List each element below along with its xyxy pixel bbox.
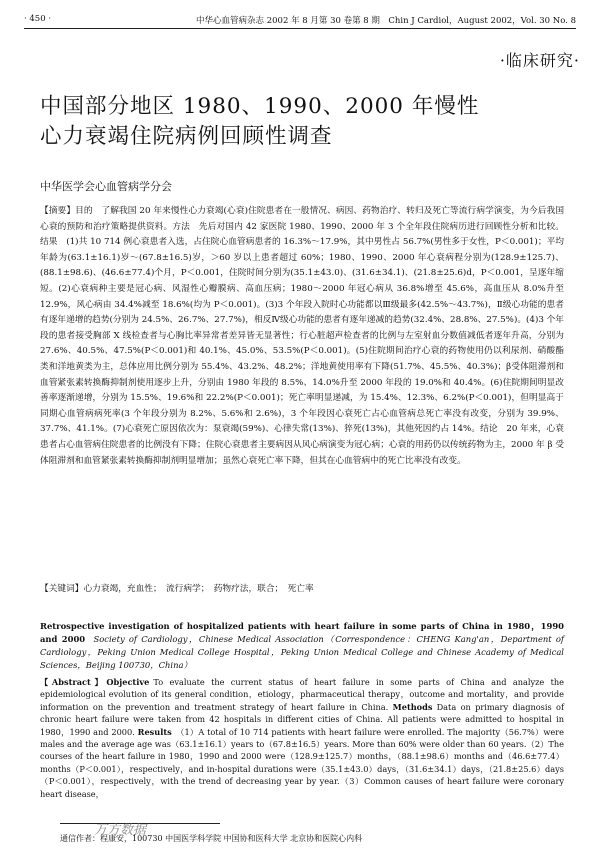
abstract-cn-label: 【摘要】 [40, 206, 76, 216]
section-label: ·临床研究· [499, 51, 580, 70]
running-header [24, 14, 576, 28]
header-rule [24, 28, 576, 29]
keywords-cn-label: 【关键词】 [40, 584, 84, 594]
english-affiliation: Society of Cardiology，Chinese Medical Association（Correspondence：CHENG Kang'an，Department of Cardiology，Peking Union Medical College Hospital，Peking Union Medical College and Chinese Academy of Medical Sciences，Beijing 100730，China） [40, 634, 564, 670]
methods-text: Data on primary diagnosis of chronic heart failure were taken from 42 hospitals in different cities of China. All patients were admitted to hospital in 1980，1990 and 2000. [40, 701, 565, 737]
title-line-1: 中国部分地区 1980、1990、2000 年慢性 [40, 94, 480, 119]
article-title [40, 92, 560, 152]
footnote: 通信作者：程康安，100730 中国医学科学院 中国协和医科大学 北京协和医院心内科 [60, 834, 363, 843]
methods-label: Methods [392, 701, 433, 712]
keywords-cn [40, 582, 564, 594]
author: 中华医学会心血管病学分会 [40, 180, 172, 193]
abstract-cn [40, 204, 564, 469]
objective-label: Objective [106, 677, 150, 687]
objective-text: To evaluate the current status of heart failure in some parts of China and analyze the epidemiological evolution of its general condition，etiology，pharmaceutical therapy，outcome and mortality，and provide information on the prevention and treatment strategy of heart failure in China. [40, 677, 565, 712]
abstract-en [40, 676, 564, 800]
abstract-cn-text: 目的 了解我国 20 年来慢性心力衰竭(心衰)住院患者在一般情况、病因、药物治疗、转归及死亡等流行病学演变，为今后我国心衰的预防和治疗策略提供资料。方法 先后对国内 42 家医院 1980、1990、2000 年 3 个全年段住院病历进行回顾性分析和比较。结果 (1)共 10 714 例心衰患者入选，占住院心血管病患者的 16.3%～17.9%，其中男性占 56.7%(男性多于女性，P＜0.001)；平均年龄为(63.1±16.1)岁～(67.8±16.5)岁，＞60 岁以上患者超过 60%；1980、1990、2000 年心衰病程分别为(128.9±125.7)、(88.1±98.6)、(46.6±77.4)个月，P＜0.001，住院时间分别为(35.1±43.0)、(31.6±34.1)、(21.8±25.6)d，P＜0.001，呈逐年缩短。(2)心衰病种主要是冠心病、风湿性心瓣膜病、高血压病；1980～2000 年冠心病从 36.8%增至 45.6%，高血压从 8.0%升至 12.9%，风心病由 34.4%减至 18.6%(均为 P＜0.001)。(3)3 个年段入院时心功能都以Ⅲ级最多(42.5%～43.7%)，Ⅱ级心功能的患者有逐年递增的趋势(分别为 24.5%、26.7%、27.7%)，相反Ⅳ级心功能的患者有逐年递减的趋势(32.4%、28.8%、27.5%)。(4)3 个年段的患者接受胸部 X 线检查者与心胸比率异常者差异皆无显著性；行心脏超声检查者的比例与左室射血分数值减低者逐年升高，分别为 27.6%、40.5%、47.5%(P＜0.001)和 40.1%、45.0%、53.5%(P＜0.001)。(5)住院期间治疗心衰的药物使用仍以利尿剂、硝酸酯类和洋地黄类为主，总体应用比例分别为 55.4%、43.2%、48.2%；洋地黄使用率有下降(51.7%、45.5%、40.3%)；β受体阻滞剂和血管紧张素转换酶抑制剂使用逐步上升，分别由 1980 年段的 8.5%、14.0%升至 2000 年段的 19.0%和 40.4%。(6)住院期间明显改善率逐渐递增，分别为 15.5%、19.6%和 22.2%(P＜0.001)；死亡率明显递减，为 15.4%、12.3%、6.2%(P＜0.001)，但明显高于同期心血管病病死率(3 个年段分别为 8.2%、5.6%和 2.6%)，3 个年段因心衰死亡占心血管病总死亡率没有改变，分别为 39.9%、37.7%、41.1%。(7)心衰死亡原因依次为：泵衰竭(59%)、心律失常(13%)、猝死(13%)，其他死因约占 14%。结论 20 年来，心衰患者占心血管病住院患者的比例没有下降；住院心衰患者主要病因从风心病演变为冠心病；心衰的用药仍以传统药物为主，2000 年 β 受体阻滞剂和血管紧张素转换酶抑制剂明显增加；虽然心衰死亡率下降，但其在心血管病中的死亡比率没有改变。 [40, 206, 565, 466]
keywords-cn-text: 心力衰竭，充血性； 流行病学； 药物疗法，联合； 死亡率 [83, 584, 314, 594]
watermark: 万方数据 [94, 823, 147, 838]
english-title-block [40, 620, 564, 672]
english-title: Retrospective investigation of hospitalized patients with heart failure in some parts of China in 1980，1990 and 2000 [40, 621, 564, 644]
page-number: · 450 · [24, 14, 52, 24]
journal-citation: 中华心血管病杂志 2002 年 8 月第 30 卷第 8 期 Chin J Cardiol，August 2002，Vol. 30 No. 8 [196, 16, 576, 26]
results-label: Results [137, 726, 172, 737]
title-line-2: 心力衰竭住院病例回顾性调查 [40, 124, 333, 149]
abstract-en-label: 【Abstract】 [40, 677, 107, 687]
results-text: （1）A total of 10 714 patients with heart failure were enrolled. The majority（56.7%）were males and the average age was（63.1±16.1）years to（67.8±16.5）years. More than 60% were older than 60 years.（2）The courses of the heart failure in 1980，1990 and 2000 were（128.9±125.7）months，（88.1±98.6）months and（46.6±77.4）months（P＜0.001），respectively，and in-hospital durations were（35.1±43.0）days，（31.6±34.1）days，（21.8±25.6）days（P＜0.001），respectively，with the trend of decreasing year by year.（3）Common causes of heart failure were coronary heart disease， [40, 726, 565, 799]
